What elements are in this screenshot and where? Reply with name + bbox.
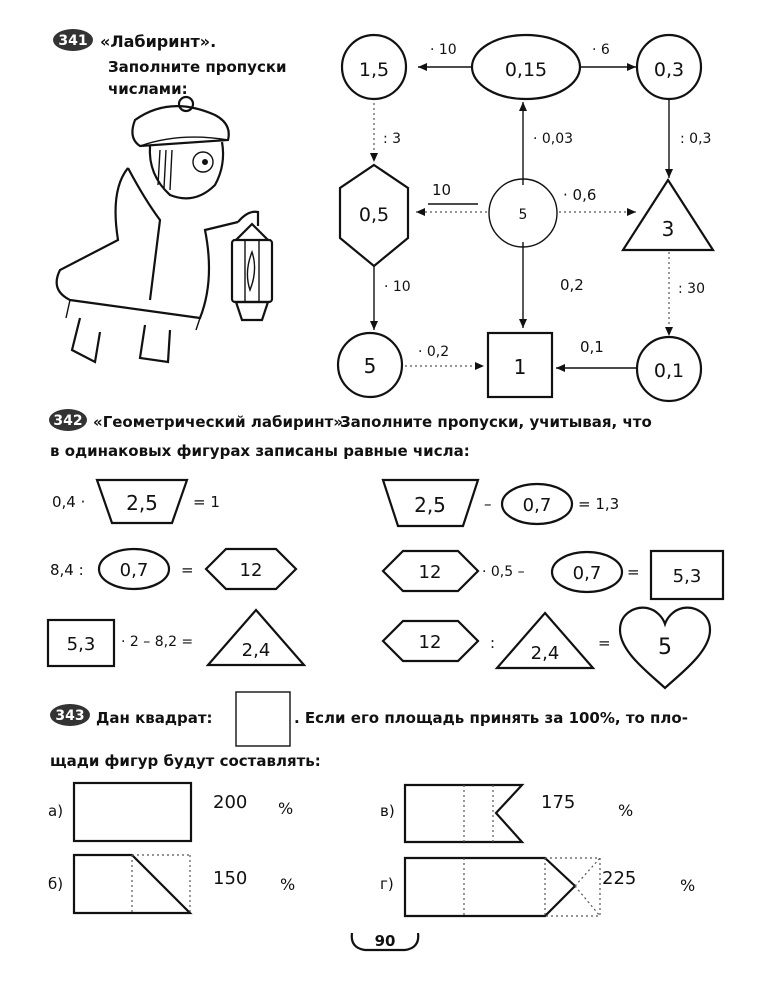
- node-top-center-value: 0,15: [504, 59, 548, 81]
- figure-item-g: [380, 858, 695, 916]
- figure-v-shape: [405, 785, 522, 842]
- task-text-part3: щади фигур будут составлять:: [50, 752, 321, 770]
- figure-a-unit: %: [278, 799, 294, 818]
- heart-value: 5: [658, 635, 672, 660]
- square-value: 5,3: [672, 566, 702, 587]
- figure-v-unit: %: [618, 801, 634, 820]
- oval-value: 0,7: [522, 495, 552, 516]
- maze-operation-labels: [383, 42, 711, 360]
- equation-6: [383, 608, 710, 688]
- equation-2: [383, 480, 619, 526]
- svg-text:а): а): [48, 802, 64, 820]
- svg-text:г): г): [380, 875, 394, 893]
- svg-text:в): в): [380, 802, 395, 820]
- svg-text:· 2 – 8,2 =: · 2 – 8,2 =: [121, 634, 194, 650]
- boy-with-lantern-illustration: [57, 97, 272, 362]
- op-triangle-down: : 30: [678, 281, 705, 297]
- figure-a-rectangle: [74, 783, 191, 841]
- task-341: [53, 29, 713, 401]
- task-text-part2: . Если его площадь принять за 100%, то пло-: [294, 709, 688, 727]
- figure-item-a: [48, 783, 293, 841]
- task-342: [48, 409, 723, 688]
- op-center-to-triangle: · 0,6: [563, 186, 597, 204]
- svg-text:=: =: [627, 563, 640, 581]
- triangle-value: 2,4: [530, 643, 560, 664]
- node-triangle-value: 3: [661, 217, 675, 241]
- hexagon-value: 12: [239, 560, 263, 581]
- task-number: 343: [55, 708, 85, 724]
- task-instruction-line2: в одинаковых фигурах записаны равные числа:: [50, 442, 470, 460]
- figure-g-value: 225: [602, 868, 637, 889]
- node-top-right-value: 0,3: [653, 59, 685, 81]
- svg-text:= 1,3: = 1,3: [578, 495, 620, 513]
- task-number: 342: [53, 413, 83, 429]
- figure-item-b: [48, 855, 295, 913]
- task-text-part1: Дан квадрат:: [96, 709, 213, 727]
- figure-item-v: [380, 785, 633, 842]
- task-instruction-line1: Заполните пропуски: [108, 58, 287, 76]
- square-value: 5,3: [66, 634, 96, 655]
- op-right-down: : 0,3: [680, 131, 712, 147]
- svg-text:=: =: [598, 634, 611, 652]
- svg-text:= 1: = 1: [193, 493, 220, 511]
- task-number: 341: [58, 33, 88, 49]
- op-hexagon-down: · 10: [384, 279, 411, 295]
- page-number: 90: [374, 932, 396, 950]
- node-hexagon-value: 0,5: [358, 204, 390, 226]
- task-343: [48, 692, 695, 916]
- hexagon-value: 12: [418, 632, 442, 653]
- node-top-left-value: 1,5: [358, 59, 390, 81]
- svg-text::: :: [490, 634, 496, 652]
- figure-v-value: 175: [541, 792, 576, 813]
- op-center-to-hexagon: 10: [432, 181, 452, 199]
- equation-5: [48, 610, 304, 666]
- oval-value: 0,7: [572, 563, 602, 584]
- figure-a-value: 200: [213, 792, 248, 813]
- figure-b-unit: %: [280, 875, 296, 894]
- task-instruction-line2: числами:: [108, 80, 188, 98]
- equation-4: [383, 551, 723, 599]
- equation-3: [50, 549, 296, 589]
- svg-text:=: =: [181, 561, 194, 579]
- op-right-to-square: 0,1: [580, 338, 604, 356]
- task-title: «Лабиринт».: [100, 32, 217, 51]
- svg-text:–: –: [484, 495, 492, 513]
- page-number-badge: [352, 932, 418, 950]
- equation-1: [52, 480, 220, 523]
- triangle-value: 2,4: [241, 640, 271, 661]
- figure-b-value: 150: [213, 868, 248, 889]
- node-bottom-left-value: 5: [363, 354, 377, 378]
- figure-g-unit: %: [680, 876, 696, 895]
- figure-b-shape: [74, 855, 190, 913]
- op-left-to-square: · 0,2: [418, 344, 450, 360]
- hexagon-value: 12: [418, 562, 442, 583]
- svg-text:8,4 :: 8,4 :: [50, 561, 84, 579]
- node-center-value: 5: [518, 207, 528, 223]
- op-ellipse-right: · 6: [592, 42, 610, 58]
- trapezoid-value: 2,5: [414, 493, 446, 517]
- svg-text:· 0,5 –: · 0,5 –: [482, 564, 525, 580]
- node-bottom-square-value: 1: [513, 355, 527, 379]
- trapezoid-value: 2,5: [126, 491, 158, 515]
- node-bottom-right-value: 0,1: [653, 360, 685, 382]
- svg-text:б): б): [48, 875, 64, 893]
- svg-text:0,4 ·: 0,4 ·: [52, 493, 86, 511]
- task-title: «Геометрический лабиринт».: [93, 413, 349, 431]
- unit-square-shape: [236, 692, 290, 746]
- op-left-down: : 3: [383, 131, 402, 147]
- figure-g-shape: [405, 858, 575, 916]
- maze-nodes: [338, 35, 713, 401]
- op-center-up: · 0,03: [533, 131, 574, 147]
- op-center-down: 0,2: [560, 276, 584, 294]
- oval-value: 0,7: [119, 560, 149, 581]
- op-ellipse-left: · 10: [430, 42, 457, 58]
- task-instruction-line1: Заполните пропуски, учитывая, что: [340, 413, 652, 431]
